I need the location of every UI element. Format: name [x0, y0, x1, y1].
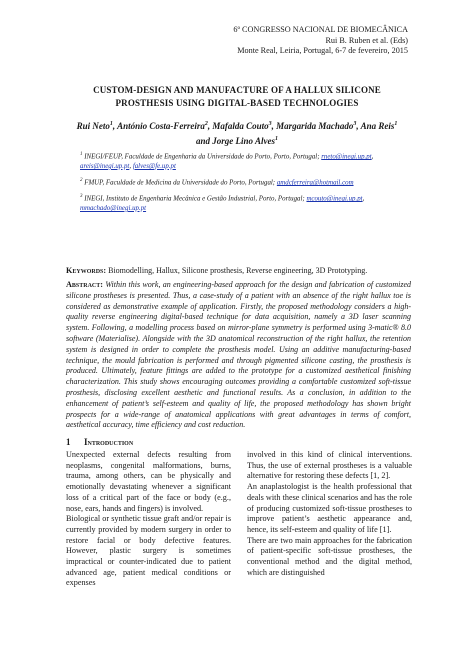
abstract — [66, 280, 411, 431]
separator: , — [371, 153, 374, 161]
affiliation-text: INEGI/FEUP, Faculdade de Engenharia da Universidade do Porto, Porto, Portugal; — [84, 153, 320, 161]
author-affiliation-mark: 1 — [394, 121, 398, 127]
title-line-2: PROSTHESIS USING DIGITAL-BASED TECHNOLOGIES — [115, 97, 359, 108]
keywords-text: Biomodelling, Hallux, Silicone prosthesis, Reverse engineering, 3D Prototyping. — [108, 266, 368, 275]
email-link[interactable]: amdcferreira@hotmail.com — [276, 179, 354, 187]
email-link[interactable]: rneto@inegi.up.pt — [321, 153, 372, 161]
title-line-1: CUSTOM-DESIGN AND MANUFACTURE OF A HALLUX SILICONE — [93, 85, 381, 95]
author-affiliation-mark: 1 — [109, 121, 113, 127]
email-link[interactable]: areis@inegi.up.pt — [80, 162, 130, 170]
body-paragraph: Biological or synthetic tissue graft and/or repair is currently provided by modern surgery in order to restore facial or body defective features. However, plastic surgery is sometimes impractical or counter-indicated due to patient advanced age, patient medical conditions or expenses — [66, 514, 231, 588]
section-number: 1 — [66, 437, 71, 447]
paper-title — [60, 84, 414, 109]
author-list: Rui Neto$^1$, António Costa-Ferreira$^2$, Mafalda Couto$^3$, Margarida Machado$^3$, Ana Reis$^1$ and Jorge Lino Alves$^1$ — [76, 121, 398, 146]
affiliation-text: INEGI, Instituto de Engenharia Mecânica e Gestão Industrial, Porto, Portugal; — [84, 195, 305, 203]
separator: , — [129, 162, 132, 170]
affiliation-text: FMUP, Faculdade de Medicina da Universidade do Porto, Portugal; — [84, 179, 276, 187]
affiliation-mark: 3 — [80, 194, 83, 199]
author-affiliation-mark: 3 — [353, 121, 357, 127]
body-paragraph: There are two main approaches for the fabrication of patient-specific soft-tissue prostheses, the conventional method and the digital method, which are distinguished — [247, 535, 412, 577]
author-affiliation-mark: 3 — [268, 121, 272, 127]
affiliation-1 — [80, 150, 406, 171]
author-name: Mafalda Couto — [212, 121, 269, 131]
email-link[interactable]: mcouto@inegi.up.pt — [306, 195, 363, 203]
body-paragraph: Unexpected external defects resulting from neoplasms, congenital malformations, burns, trauma, among others, can be physically and emotionally devastating whenever a significant loss of a critical part of the face or body (e.g., nose, ears, hands and fingers) is involved. — [66, 450, 231, 513]
body-column-left — [66, 450, 231, 589]
section-title: Introduction — [84, 437, 134, 447]
conference-editors: Rui B. Ruben et al. (Eds) — [325, 35, 408, 45]
body-column-right — [247, 450, 412, 578]
conference-name: 6º CONGRESSO NACIONAL DE BIOMECÂNICA — [233, 25, 408, 34]
email-link[interactable]: falves@fe.up.pt — [132, 162, 176, 170]
author-affiliation-mark: 2 — [204, 121, 208, 127]
email-link[interactable]: mmachado@inegi.up.pt — [80, 204, 147, 212]
keywords-label: Keywords: — [66, 266, 107, 275]
keywords — [66, 265, 411, 276]
author-name: Rui Neto — [76, 121, 110, 131]
affiliation-2 — [80, 176, 406, 188]
abstract-text: Within this work, an engineering-based approach for the design and fabrication of customized silicone prostheses is presented. Thus, a case-study of a patient with an absence of the right hallux toe is considered as demonstrative example of application. Firstly, the proposed methodology considers a high-quality reverse engineering digital-based technique for data acquisition, namely a 3D laser scanning system. Following, a modelling process based on mirror-plane symmetry is performed using 3-matic® 8.0 software (Materialise). Alongside with the 3D anatomical reconstruction of the right hallux, the retention system is designed in order to complete the prosthesis model. Using an additive manufacturing-based technique, the mould fabrication is performed and through pigmented silicone casting, the prosthesis is produced. Ultimately, feature fittings are added to the prototype for a customized aesthetical finishing characterization. This study shows encouraging outcomes providing a comfortable customized soft-tissue prosthesis, disclosing excellent aesthetic and functional results. As a conclusion, in addition to the enhancement of patient’s self-esteem and quality of life, the proposed methodology has shown bright prospects for a wide-range of anatomical applications with great advantages in terms of comfort, aesthetical accuracy, time efficiency and cost reduction. — [66, 280, 412, 430]
conference-venue: Monte Real, Leiria, Portugal, 6-7 de fevereiro, 2015 — [237, 46, 408, 55]
affiliation-3 — [80, 192, 406, 213]
author-name: and Jorge Lino Alves — [196, 136, 275, 146]
affiliation-mark: 2 — [80, 178, 83, 183]
conference-header — [233, 25, 408, 57]
separator: , — [362, 195, 365, 203]
body-paragraph: involved in this kind of clinical interventions. Thus, the use of external prostheses is a valuable alternative for restoring these defects [1, 2]. — [247, 450, 412, 481]
author-name: António Costa-Ferreira — [117, 121, 205, 131]
abstract-label: Abstract: — [66, 280, 103, 289]
author-name: Ana Reis — [360, 121, 395, 131]
author-name: Margarida Machado — [276, 121, 354, 131]
body-paragraph: An anaplastologist is the health professional that deals with these clinical scenarios and has the role of producing customized soft-tissue prostheses to improve patient’s aesthetic appearance and, hence, its self-esteem and quality of life [1]. — [247, 482, 412, 534]
affiliation-mark: 1 — [80, 152, 83, 157]
author-affiliation-mark: 1 — [274, 136, 278, 142]
section-heading — [66, 437, 133, 447]
